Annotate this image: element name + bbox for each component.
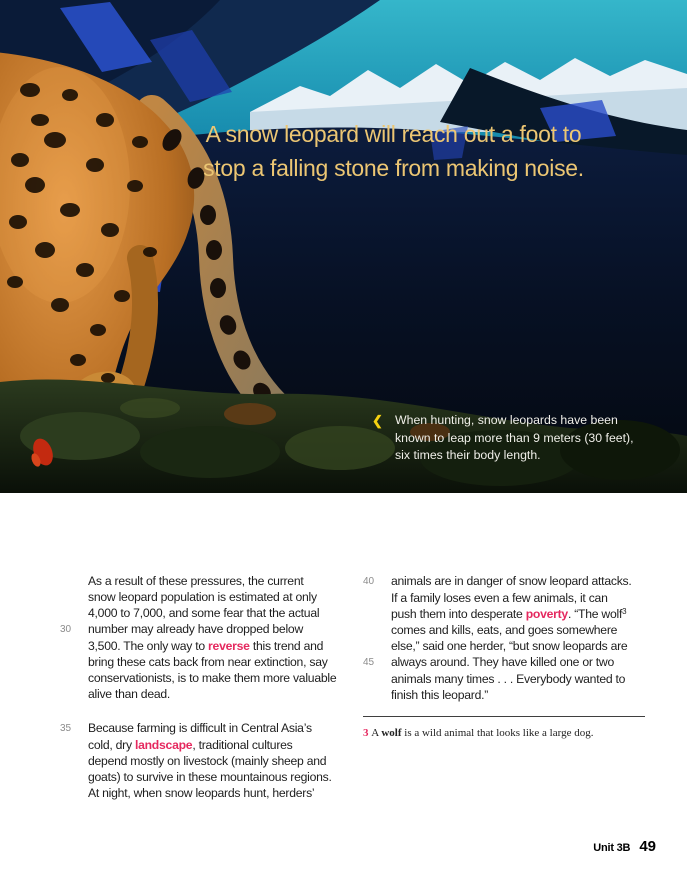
caption-text: When hunting, snow leopards have been known to leap more than 9 meters (30 feet), six times their body length. — [395, 413, 634, 462]
text-line: 3 A wolf is a wild animal that looks like a large dog. — [363, 727, 594, 739]
text-line: goats) to survive in these mountainous regions. — [60, 769, 346, 785]
reading-passage — [0, 493, 687, 801]
text-line: If a family loses even a few animals, it can — [363, 590, 649, 606]
footnote-text — [363, 726, 645, 742]
text-line: At night, when snow leopards hunt, herders’ — [60, 785, 346, 801]
line-number — [60, 686, 88, 702]
line-number — [60, 654, 88, 670]
text-line: 45 always around. They have killed one or two — [363, 655, 615, 669]
line-number — [60, 753, 88, 769]
text-line: 3,500. The only way to reverse this trend and — [60, 638, 346, 654]
text-line: 40 animals are in danger of snow leopard attacks. — [363, 574, 632, 588]
line-number: 45 — [363, 657, 375, 668]
line-number: 35 — [60, 723, 72, 734]
line-number — [363, 622, 391, 638]
text-line: 4,000 to 7,000, and some fear that the actual — [60, 605, 346, 621]
footer-page-number: 49 — [639, 838, 656, 855]
text-line: snow leopard population is estimated at only — [60, 589, 346, 605]
text-line: bring these cats back from near extinction, say — [60, 654, 346, 670]
headline-line: A snow leopard will reach out a foot to — [205, 121, 582, 147]
left-column — [60, 573, 346, 801]
right-column — [363, 573, 649, 801]
text-line: finish this leopard.” — [363, 687, 649, 703]
line-number — [363, 687, 391, 703]
footnote-rule — [363, 716, 645, 717]
text-line: 35 Because farming is difficult in Central Asia’s — [60, 721, 312, 735]
line-number — [363, 638, 391, 654]
text-line: alive than dead. — [60, 686, 346, 702]
line-number — [60, 670, 88, 686]
caption-arrow-icon: ❮ — [372, 413, 383, 428]
footer-unit-label: Unit 3B — [593, 842, 631, 854]
paragraph-gap — [60, 702, 346, 720]
page-footer — [593, 838, 656, 855]
line-number — [60, 605, 88, 621]
line-number — [60, 589, 88, 605]
line-number — [363, 606, 391, 622]
text-line: cold, dry landscape, traditional cultures — [60, 737, 346, 753]
text-line: 30 number may already have dropped below — [60, 622, 303, 636]
text-line: As a result of these pressures, the current — [60, 573, 346, 589]
line-number — [363, 590, 391, 606]
text-line: comes and kills, eats, and goes somewhere — [363, 622, 649, 638]
headline-line: stop a falling stone from making noise. — [203, 155, 584, 181]
line-number — [60, 638, 88, 654]
text-line: push them into desperate poverty. “The wolf$^3$ — [363, 606, 649, 622]
photo-headline — [100, 117, 687, 185]
text-line: depend mostly on livestock (mainly sheep and — [60, 753, 346, 769]
text-line: animals many times . . . Everybody wanted to — [363, 671, 649, 687]
line-number — [60, 785, 88, 801]
line-number: 40 — [363, 576, 375, 587]
line-number — [60, 573, 88, 589]
text-line: else,” said one herder, “but snow leopards are — [363, 638, 649, 654]
line-number — [60, 737, 88, 753]
line-number: 30 — [60, 624, 72, 635]
line-number — [363, 671, 391, 687]
footnote — [363, 716, 645, 742]
line-number — [60, 769, 88, 785]
photo-caption — [372, 412, 662, 465]
text-line: conservationists, is to make them more valuable — [60, 670, 346, 686]
